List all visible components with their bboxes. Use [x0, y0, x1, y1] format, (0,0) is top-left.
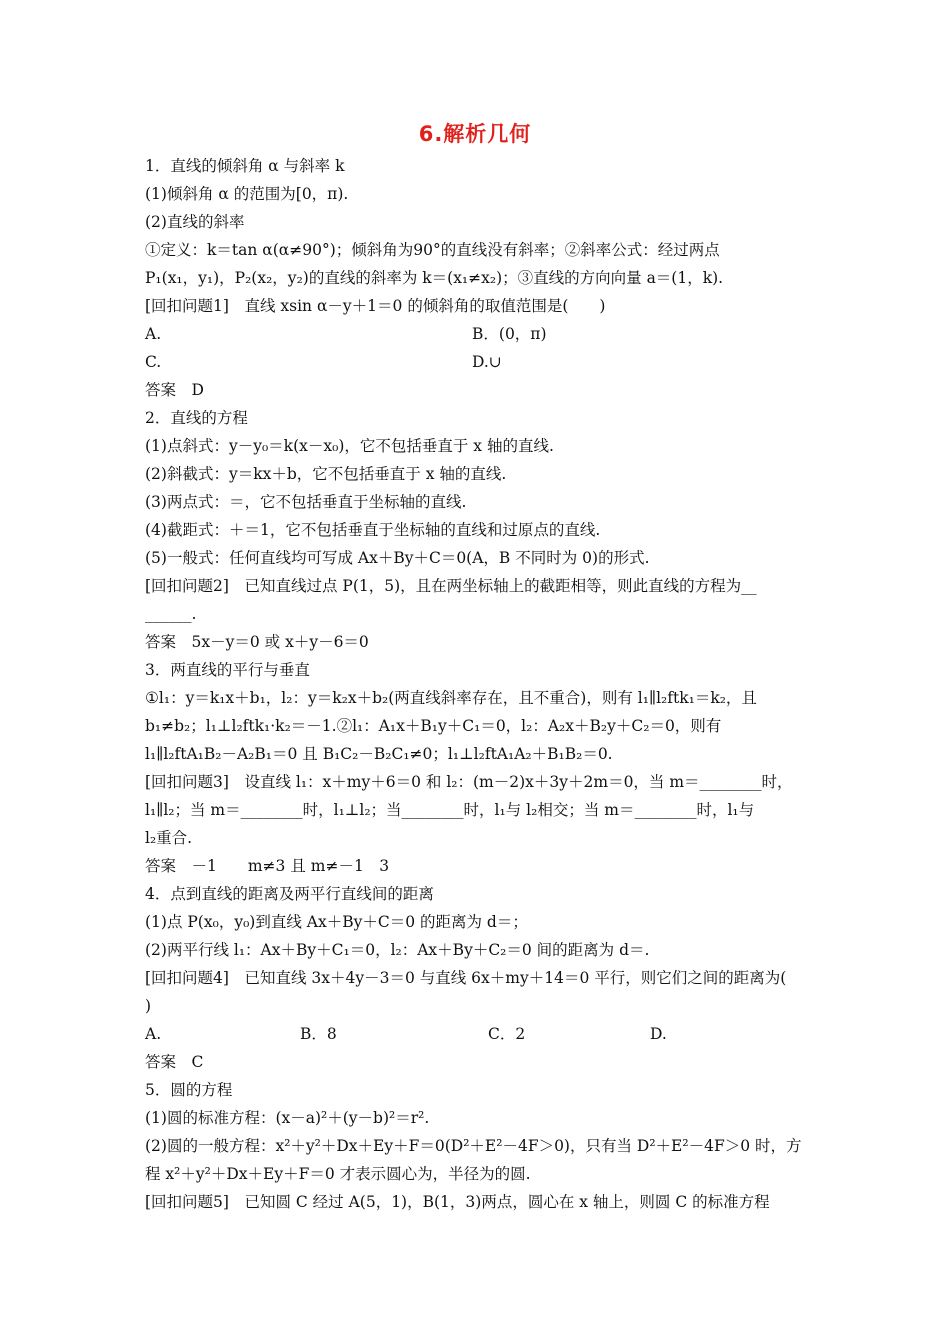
option-a: A.	[145, 1025, 162, 1043]
text-line: ①定义：k＝tan α(α≠90°)；倾斜角为90°的直线没有斜率；②斜率公式：经过两点	[145, 241, 720, 259]
text-line: b₁≠b₂；l₁⊥l₂ftk₁·k₂＝－1.②l₁：A₁x＋B₁y＋C₁＝0，l₂：A₂x＋B₂y＋C₂＝0，则有	[145, 717, 722, 735]
option-c: C.	[145, 353, 162, 371]
answer-line: 答案 －1 m≠3 且 m≠－1 3	[145, 857, 390, 875]
text-line: (2)圆的一般方程：x²＋y²＋Dx＋Ey＋F＝0(D²＋E²－4F＞0)，只有当 D²＋E²－4F＞0 时，方	[145, 1137, 802, 1155]
text-line: l₁∥l₂ftA₁B₂－A₂B₁＝0 且 B₁C₂－B₂C₁≠0；l₁⊥l₂ftA₁A₂＋B₁B₂＝0.	[145, 745, 613, 763]
option-c: C．2	[488, 1025, 526, 1043]
answer-line: 答案 C	[145, 1053, 204, 1071]
answer-line: 答案 5x－y＝0 或 x＋y－6＝0	[145, 633, 369, 651]
option-b: B．8	[300, 1025, 337, 1043]
text-line: (1)圆的标准方程：(x－a)²＋(y－b)²＝r².	[145, 1109, 430, 1127]
question-line: [回扣问题5] 已知圆 C 经过 A(5，1)，B(1，3)两点，圆心在 x 轴上，则圆 C 的标准方程	[145, 1193, 770, 1211]
text-line: (3)两点式：＝，它不包括垂直于坐标轴的直线.	[145, 493, 467, 511]
text-line: (2)斜截式：y＝kx＋b，它不包括垂直于 x 轴的直线.	[145, 465, 507, 483]
option-d: D.∪	[472, 353, 502, 371]
section-heading: 2．直线的方程	[145, 409, 248, 427]
text-line: (4)截距式：＋＝1，它不包括垂直于坐标轴的直线和过原点的直线.	[145, 521, 601, 539]
text-line: (5)一般式：任何直线均可写成 Ax＋By＋C＝0(A，B 不同时为 0)的形式.	[145, 549, 650, 567]
text-line: ______.	[145, 605, 197, 623]
text-line: P₁(x₁，y₁)，P₂(x₂，y₂)的直线的斜率为 k＝(x₁≠x₂)；③直线的方向向量 a＝(1，k).	[145, 269, 724, 287]
option-a: A.	[145, 325, 162, 343]
text-line: (1)倾斜角 α 的范围为[0，π).	[145, 185, 349, 203]
text-line: (2)直线的斜率	[145, 213, 245, 231]
section-heading: 1．直线的倾斜角 α 与斜率 k	[145, 157, 345, 175]
option-d: D.	[650, 1025, 667, 1043]
section-heading: 5．圆的方程	[145, 1081, 233, 1099]
text-line: l₁∥l₂；当 m＝________时，l₁⊥l₂；当________时，l₁与 l₂相交；当 m＝________时，l₁与	[145, 801, 755, 819]
page-title: 6.解析几何	[418, 122, 532, 146]
text-line: (2)两平行线 l₁：Ax＋By＋C₁＝0，l₂：Ax＋By＋C₂＝0 间的距离为 d＝.	[145, 941, 650, 959]
section-heading: 4．点到直线的距离及两平行直线间的距离	[145, 885, 434, 903]
text-line: (1)点 P(x₀，y₀)到直线 Ax＋By＋C＝0 的距离为 d＝；	[145, 913, 528, 931]
text-line: l₂重合.	[145, 829, 193, 847]
question-line: [回扣问题3] 设直线 l₁：x＋my＋6＝0 和 l₂：(m－2)x＋3y＋2m＝0，当 m＝________时，	[145, 773, 793, 791]
option-b: B．(0，π)	[472, 325, 547, 343]
question-line: [回扣问题1] 直线 xsin α－y＋1＝0 的倾斜角的取值范围是( )	[145, 297, 606, 315]
text-line: 程 x²＋y²＋Dx＋Ey＋F＝0 才表示圆心为，半径为的圆.	[145, 1165, 531, 1183]
answer-line: 答案 D	[145, 381, 204, 399]
section-heading: 3．两直线的平行与垂直	[145, 661, 310, 679]
text-line: ①l₁：y＝k₁x＋b₁，l₂：y＝k₂x＋b₂(两直线斜率存在，且不重合)，则有 l₁∥l₂ftk₁＝k₂，且	[145, 689, 757, 707]
text-line: (1)点斜式：y－y₀＝k(x－x₀)，它不包括垂直于 x 轴的直线.	[145, 437, 554, 455]
question-line: [回扣问题4] 已知直线 3x＋4y－3＝0 与直线 6x＋my＋14＝0 平行，则它们之间的距离为(	[145, 969, 787, 987]
text-line: )	[145, 997, 152, 1015]
question-line: [回扣问题2] 已知直线过点 P(1，5)，且在两坐标轴上的截距相等，则此直线的方程为__	[145, 577, 757, 595]
